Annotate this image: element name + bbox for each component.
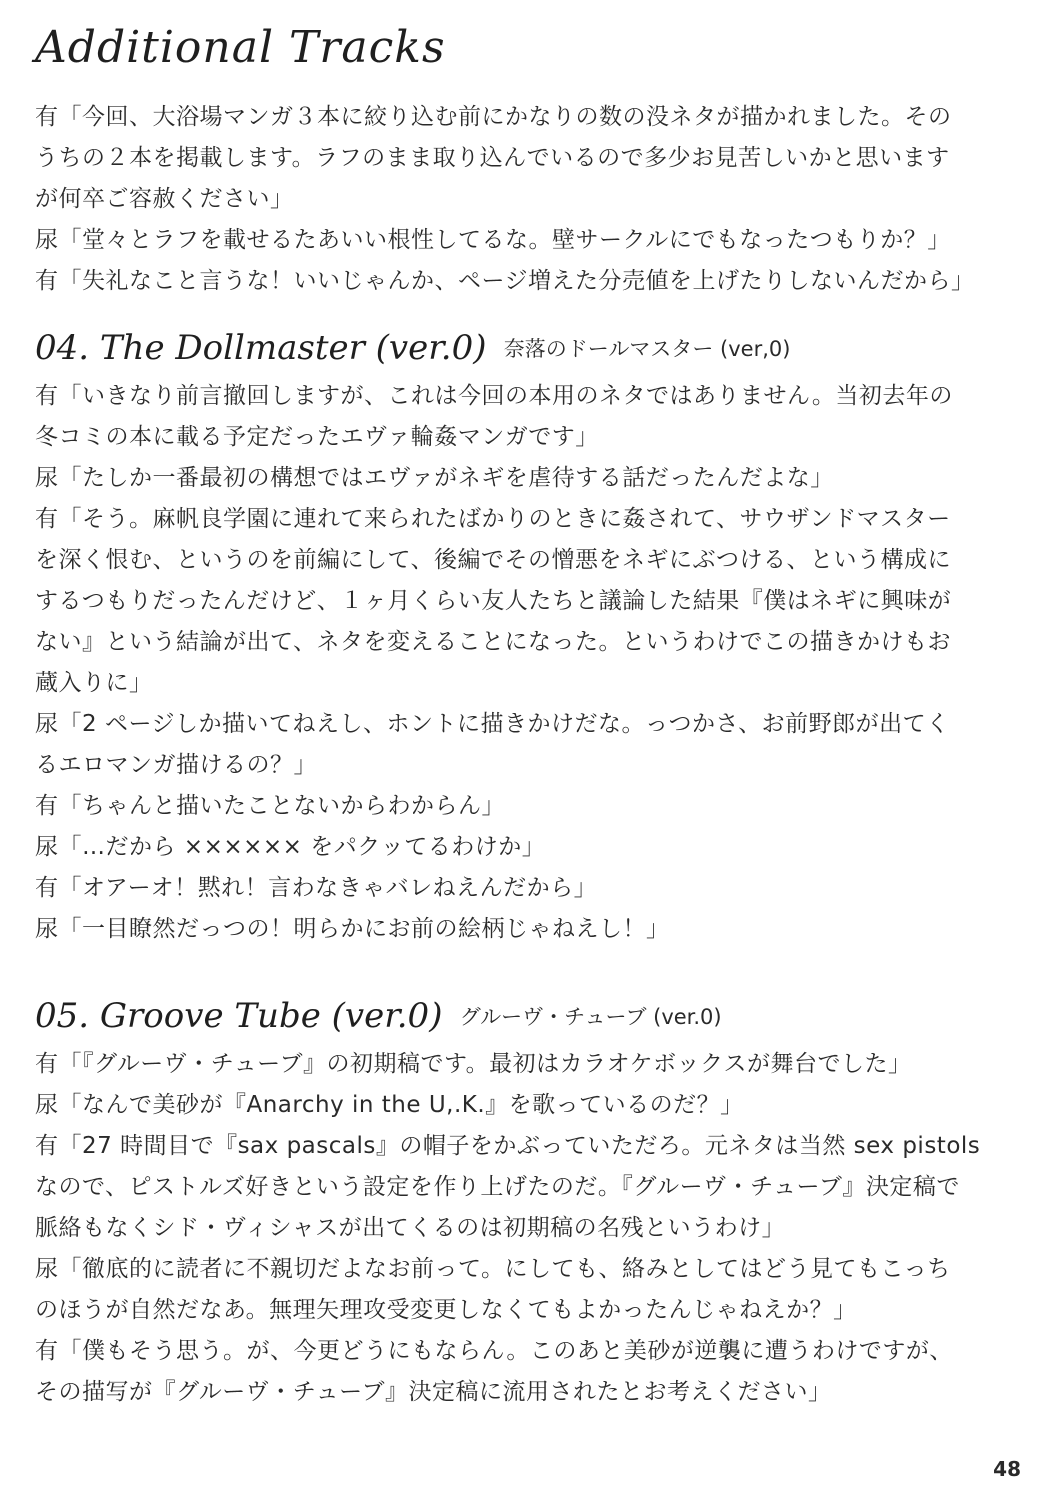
text-line: 尿「徹底的に読者に不親切だよなお前って。にしても、絡みとしてはどう見てもこっち bbox=[35, 1256, 951, 1282]
section-groove-tube bbox=[35, 990, 1010, 1413]
text-line: 有「ちゃんと描いたことないからわからん」 bbox=[35, 793, 505, 819]
text-line: を深く恨む、というのを前編にして、後編でその憎悪をネギにぶつける、という構成に bbox=[35, 547, 952, 573]
text-line: 尿「堂々とラフを載せるたあいい根性してるな。壁サークルにでもなったつもりか？」 bbox=[35, 227, 951, 253]
text-line: 脈絡もなくシド・ヴィシャスが出てくるのは初期稿の名残というわけ」 bbox=[35, 1215, 786, 1241]
section-title-jp: グルーヴ・チューブ (ver.0) bbox=[459, 1005, 722, 1029]
text-line: 尿「なんで美砂が『Anarchy in the U,.K.』を歌っているのだ？」 bbox=[35, 1092, 744, 1118]
text-line: なので、ピストルズ好きという設定を作り上げたのだ。『グルーヴ・チューブ』決定稿で bbox=[35, 1174, 960, 1200]
page-title: Additional Tracks bbox=[35, 22, 446, 73]
text-line: のほうが自然だなあ。無理矢理攻受変更しなくてもよかったんじゃねえか？」 bbox=[35, 1297, 857, 1323]
text-line: 尿「一目瞭然だっつの！明らかにお前の絵柄じゃねえし！」 bbox=[35, 916, 670, 942]
text-line: 冬コミの本に載る予定だったエヴァ輪姦マンガです」 bbox=[35, 424, 599, 450]
text-line: が何卒ご容赦ください」 bbox=[35, 186, 294, 212]
text-line: 蔵入りに」 bbox=[35, 670, 153, 696]
text-line: るエロマンガ描けるの？」 bbox=[35, 752, 317, 778]
text-line: うちの２本を掲載します。ラフのまま取り込んでいるので多少お見苦しいかと思います bbox=[35, 145, 950, 171]
text-line: するつもりだったんだけど、１ヶ月くらい友人たちと議論した結果『僕はネギに興味が bbox=[35, 588, 952, 614]
text-line: 有「僕もそう思う。が、今更どうにもならん。このあと美砂が逆襲に遭うわけですが、 bbox=[35, 1338, 953, 1364]
text-line: 有「今回、大浴場マンガ３本に絞り込む前にかなりの数の没ネタが描かれました。その bbox=[35, 104, 952, 130]
section-dollmaster bbox=[35, 322, 1010, 950]
section-heading bbox=[35, 992, 1010, 1044]
text-line: ない』という結論が出て、ネタを変えることになった。というわけでこの描きかけもお bbox=[35, 629, 952, 655]
text-line: 有「オアーオ！黙れ！言わなきゃバレねえんだから」 bbox=[35, 875, 598, 901]
text-line: 有「そう。麻帆良学園に連れて来られたばかりのときに姦されて、サウザンドマスター bbox=[35, 506, 951, 532]
text-line: 尿「たしか一番最初の構想ではエヴァがネギを虐待する話だったんだよな」 bbox=[35, 465, 834, 491]
intro-block bbox=[35, 97, 1010, 302]
text-line: その描写が『グルーヴ・チューブ』決定稿に流用されたとお考えください」 bbox=[35, 1379, 832, 1405]
page-number: 48 bbox=[993, 1457, 1021, 1481]
text-line: 尿「2 ページしか描いてねえし、ホントに描きかけだな。っつかさ、お前野郎が出てく bbox=[35, 711, 950, 737]
text-line: 有「いきなり前言撤回しますが、これは今回の本用のネタではありません。当初去年の bbox=[35, 383, 953, 409]
section-title-en: 04. The Dollmaster (ver.0) bbox=[35, 328, 487, 368]
text-line: 有「失礼なこと言うな！いいじゃんか、ページ増えた分売値を上げたりしないんだから」 bbox=[35, 268, 975, 294]
section-title-en: 05. Groove Tube (ver.0) bbox=[35, 996, 443, 1036]
section-title-jp: 奈落のドールマスター (ver,0) bbox=[503, 337, 791, 361]
text-line: 尿「…だから ×××××× をパクッてるわけか」 bbox=[35, 834, 546, 860]
text-line: 有「『グルーヴ・チューブ』の初期稿です。最初はカラオケボックスが舞台でした」 bbox=[35, 1051, 912, 1077]
text-line: 有「27 時間目で『sax pascals』の帽子をかぶっていただろ。元ネタは当然 sex pistols bbox=[35, 1133, 981, 1159]
section-heading bbox=[35, 324, 1010, 376]
